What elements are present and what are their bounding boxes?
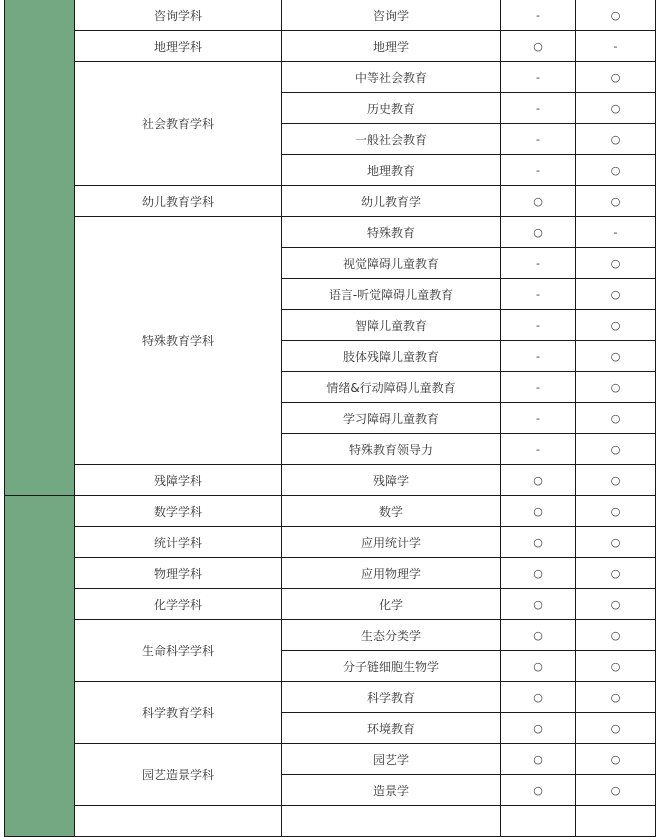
table-row: [5, 186, 656, 217]
subject-cell: 统计学科: [75, 527, 282, 558]
availability-cell-2: ○: [576, 62, 656, 93]
major-cell: 化学: [282, 589, 501, 620]
availability-cell-2: ○: [576, 93, 656, 124]
major-cell: 数学: [282, 496, 501, 527]
availability-cell-2: ○: [576, 0, 656, 31]
major-cell: 园艺学: [282, 744, 501, 775]
table-row: [5, 496, 656, 527]
major-cell: 视觉障碍儿童教育: [282, 248, 501, 279]
availability-cell-2: ○: [576, 775, 656, 806]
table-row: [5, 589, 656, 620]
major-cell: 生态分类学: [282, 620, 501, 651]
availability-cell-2: ○: [576, 682, 656, 713]
availability-cell-1: ○: [501, 775, 576, 806]
subject-cell: 物理学科: [75, 558, 282, 589]
availability-cell-1: -: [501, 341, 576, 372]
availability-cell-2: -: [576, 217, 656, 248]
availability-cell-2: ○: [576, 310, 656, 341]
availability-cell-1: -: [501, 62, 576, 93]
major-cell: 地理教育: [282, 155, 501, 186]
availability-cell-1: ○: [501, 589, 576, 620]
major-cell: 语言-听觉障碍儿童教育: [282, 279, 501, 310]
table-row: [5, 0, 656, 31]
availability-cell-1: -: [501, 0, 576, 31]
category-side-cell: [5, 496, 75, 837]
major-cell: 智障儿童教育: [282, 310, 501, 341]
major-cell: 应用统计学: [282, 527, 501, 558]
table-row: [5, 465, 656, 496]
availability-cell-2: ○: [576, 403, 656, 434]
availability-cell-2: ○: [576, 713, 656, 744]
availability-cell-2: ○: [576, 527, 656, 558]
subject-cell: 生命科学学科: [75, 620, 282, 682]
subject-cell: 数学学科: [75, 496, 282, 527]
table-row: [5, 620, 656, 651]
availability-cell-1: -: [501, 124, 576, 155]
availability-cell-2: ○: [576, 620, 656, 651]
major-cell: 历史教育: [282, 93, 501, 124]
availability-cell-1: [501, 806, 576, 837]
subject-cell: [75, 806, 282, 837]
table-row: [5, 682, 656, 713]
availability-cell-1: ○: [501, 744, 576, 775]
subject-cell: 化学学科: [75, 589, 282, 620]
availability-cell-2: ○: [576, 341, 656, 372]
category-side-cell: [5, 0, 75, 496]
major-cell: 咨询学: [282, 0, 501, 31]
major-cell: 肢体残障儿童教育: [282, 341, 501, 372]
availability-cell-2: ○: [576, 186, 656, 217]
major-cell: 分子链细胞生物学: [282, 651, 501, 682]
availability-cell-1: ○: [501, 682, 576, 713]
table-row: [5, 62, 656, 93]
availability-cell-1: ○: [501, 31, 576, 62]
major-cell: 学习障碍儿童教育: [282, 403, 501, 434]
availability-cell-1: -: [501, 310, 576, 341]
major-cell: 情绪&行动障碍儿童教育: [282, 372, 501, 403]
table-row: [5, 217, 656, 248]
subject-cell: 幼儿教育学科: [75, 186, 282, 217]
availability-cell-2: ○: [576, 558, 656, 589]
table-row: [5, 527, 656, 558]
major-cell: 残障学: [282, 465, 501, 496]
subject-cell: 特殊教育学科: [75, 217, 282, 465]
availability-cell-1: -: [501, 248, 576, 279]
major-cell: 一般社会教育: [282, 124, 501, 155]
availability-cell-2: ○: [576, 372, 656, 403]
major-cell: 科学教育: [282, 682, 501, 713]
subject-cell: 咨询学科: [75, 0, 282, 31]
subject-cell: 地理学科: [75, 31, 282, 62]
table-row: [5, 744, 656, 775]
subject-cell: 残障学科: [75, 465, 282, 496]
availability-cell-1: ○: [501, 620, 576, 651]
subject-cell: 社会教育学科: [75, 62, 282, 186]
program-table-body: [5, 0, 656, 837]
availability-cell-2: ○: [576, 496, 656, 527]
availability-cell-1: ○: [501, 558, 576, 589]
major-cell: 幼儿教育学: [282, 186, 501, 217]
table-row: [5, 31, 656, 62]
availability-cell-2: ○: [576, 155, 656, 186]
availability-cell-1: -: [501, 372, 576, 403]
availability-cell-2: [576, 806, 656, 837]
availability-cell-2: -: [576, 31, 656, 62]
availability-cell-1: ○: [501, 217, 576, 248]
major-cell: 环境教育: [282, 713, 501, 744]
availability-cell-2: ○: [576, 589, 656, 620]
availability-cell-1: -: [501, 279, 576, 310]
program-table: [4, 0, 656, 837]
availability-cell-2: ○: [576, 279, 656, 310]
availability-cell-2: ○: [576, 465, 656, 496]
table-row: [5, 558, 656, 589]
major-cell: 造景学: [282, 775, 501, 806]
major-cell: [282, 806, 501, 837]
subject-cell: 园艺造景学科: [75, 744, 282, 806]
major-cell: 中等社会教育: [282, 62, 501, 93]
availability-cell-1: ○: [501, 651, 576, 682]
availability-cell-1: ○: [501, 186, 576, 217]
availability-cell-1: ○: [501, 527, 576, 558]
table-row: [5, 806, 656, 837]
availability-cell-1: ○: [501, 713, 576, 744]
availability-cell-2: ○: [576, 124, 656, 155]
availability-cell-1: -: [501, 403, 576, 434]
major-cell: 特殊教育: [282, 217, 501, 248]
availability-cell-2: ○: [576, 744, 656, 775]
availability-cell-1: ○: [501, 496, 576, 527]
availability-cell-1: -: [501, 93, 576, 124]
availability-cell-2: ○: [576, 248, 656, 279]
major-cell: 特殊教育领导力: [282, 434, 501, 465]
table-container: [4, 0, 656, 837]
subject-cell: 科学教育学科: [75, 682, 282, 744]
availability-cell-1: -: [501, 155, 576, 186]
availability-cell-2: ○: [576, 651, 656, 682]
major-cell: 地理学: [282, 31, 501, 62]
major-cell: 应用物理学: [282, 558, 501, 589]
availability-cell-2: ○: [576, 434, 656, 465]
availability-cell-1: -: [501, 434, 576, 465]
availability-cell-1: ○: [501, 465, 576, 496]
